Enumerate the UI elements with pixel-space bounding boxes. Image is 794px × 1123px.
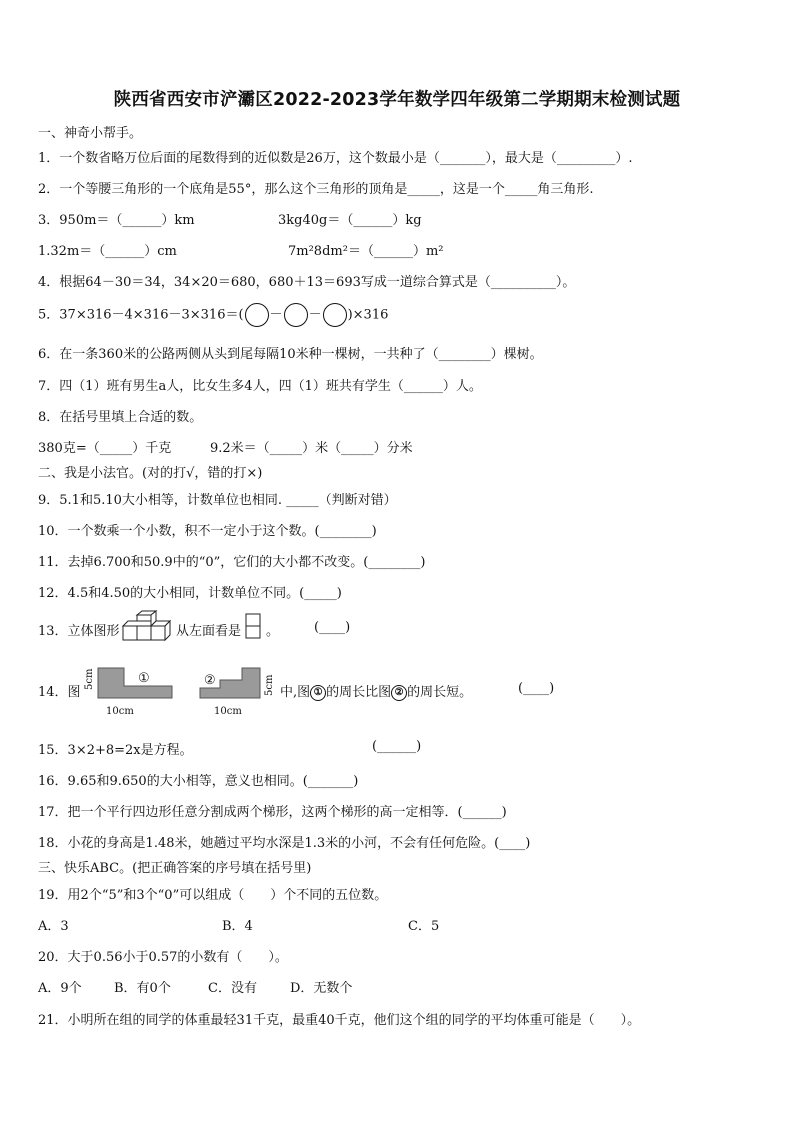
solid-figure-image xyxy=(122,610,174,642)
question-3b: 3kg40g＝（______）kg xyxy=(278,213,422,228)
left-view-image xyxy=(245,613,265,639)
question-20-option-a: A．9个 xyxy=(38,981,82,996)
question-14-text-b: 的周长比图 xyxy=(326,685,392,700)
question-17: 17．把一个平行四边形任意分割成两个梯形，这两个梯形的高一定相等．(______) xyxy=(38,805,507,820)
figure-1-image xyxy=(80,666,175,718)
question-9: 9．5.1和5.10大小相等，计数单位也相同. _____（判断对错） xyxy=(38,493,397,508)
question-15: 15．3×2+8=2x是方程。 xyxy=(38,743,193,758)
question-5-minus-2: － xyxy=(308,307,322,323)
question-12: 12．4.5和4.50的大小相同，计数单位不同。(_____) xyxy=(38,586,342,601)
question-1: 1．一个数省略万位后面的尾数得到的近似数是26万，这个数最小是（_______），最大是（_________）. xyxy=(38,151,633,166)
figure-2-ref: ② xyxy=(391,685,407,701)
question-20-option-b: B．有0个 xyxy=(114,981,171,996)
question-13-suffix: 。 xyxy=(266,624,280,639)
question-20-option-c: C．没有 xyxy=(208,981,257,996)
question-15-blank: (______) xyxy=(372,739,422,754)
question-14-text xyxy=(280,681,472,701)
question-19-option-b: B．4 xyxy=(222,919,253,934)
question-5 xyxy=(38,303,388,327)
answer-circle-1[interactable] xyxy=(245,303,269,327)
question-8b: 9.2米＝（_____）米（_____）分米 xyxy=(210,441,413,456)
question-21: 21．小明所在组的同学的体重最轻31千克，最重40千克，他们这个组的同学的平均体重可能是（ ）。 xyxy=(38,1013,641,1028)
question-13-blank: (____) xyxy=(314,620,351,635)
page-title: 陕西省西安市浐灞区2022-2023学年数学四年级第二学期期末检测试题 xyxy=(113,90,681,110)
figure-1-ref: ① xyxy=(310,685,326,701)
question-16: 16．9.65和9.650的大小相等，意义也相同。(_______) xyxy=(38,774,359,789)
question-7: 7．四（1）班有男生a人，比女生多4人，四（1）班共有学生（______）人。 xyxy=(38,379,482,394)
section-1-heading: 一、神奇小帮手。 xyxy=(38,126,143,141)
figure-1-label: ① xyxy=(138,671,150,686)
question-19-option-c: C．5 xyxy=(408,919,440,934)
question-20-option-d: D．无数个 xyxy=(290,981,353,996)
answer-circle-2[interactable] xyxy=(284,303,308,327)
question-19: 19．用2个“5”和3个“0”可以组成（ ）个不同的五位数。 xyxy=(38,888,388,903)
question-13-prefix: 13．立体图形 xyxy=(38,624,120,639)
answer-circle-3[interactable] xyxy=(323,303,347,327)
question-13-middle: 从左面看是 xyxy=(176,624,242,639)
question-14-text-a: 中,图 xyxy=(280,685,311,700)
question-20: 20．大于0.56小于0.57的小数有（ ）。 xyxy=(38,950,288,965)
figure-2-image xyxy=(198,666,280,718)
section-2-heading: 二、我是小法官。(对的打√，错的打×) xyxy=(38,466,263,481)
question-2: 2．一个等腰三角形的一个底角是55°，那么这个三角形的顶角是_____，这是一个_____角三角形. xyxy=(38,182,594,197)
question-14-text-c: 的周长短。 xyxy=(407,685,473,700)
question-5-minus-1: － xyxy=(269,307,283,323)
figure-1-height-label: 5cm xyxy=(84,668,95,690)
figure-2-label: ② xyxy=(204,673,216,688)
question-10: 10．一个数乘一个小数，积不一定小于这个数。(________) xyxy=(38,524,377,539)
question-4: 4．根据64－30＝34，34×20＝680，680＋13＝693写成一道综合算式是（__________）。 xyxy=(38,275,576,290)
question-3a: 3．950m＝（______）km xyxy=(38,213,195,228)
question-8: 8．在括号里填上合适的数。 xyxy=(38,410,203,425)
question-18: 18．小花的身高是1.48米，她趟过平均水深是1.3米的小河，不会有任何危险。(____) xyxy=(38,836,531,851)
question-8a: 380克=（_____）千克 xyxy=(38,441,172,456)
question-3c: 1.32m＝（______）cm xyxy=(38,244,177,259)
figure-2-width-label: 10cm xyxy=(214,706,242,717)
question-5-suffix: )×316 xyxy=(347,307,389,323)
question-11: 11．去掉6.700和50.9中的“0”，它们的大小都不改变。(________) xyxy=(38,555,426,570)
question-19-option-a: A．3 xyxy=(38,919,69,934)
question-3d: 7m²8dm²＝（______）m² xyxy=(288,244,444,259)
question-6: 6．在一条360米的公路两侧从头到尾每隔10米种一棵树，一共种了（________）棵树。 xyxy=(38,347,543,362)
question-14-prefix: 14．图 xyxy=(38,685,81,700)
question-14-blank: (____) xyxy=(518,681,555,696)
section-3-heading: 三、快乐ABC。(把正确答案的序号填在括号里) xyxy=(38,861,312,876)
figure-2-height-label: 5cm xyxy=(264,674,275,696)
figure-1-width-label: 10cm xyxy=(106,706,134,717)
question-5-prefix: 5．37×316－4×316－3×316＝( xyxy=(38,307,244,323)
